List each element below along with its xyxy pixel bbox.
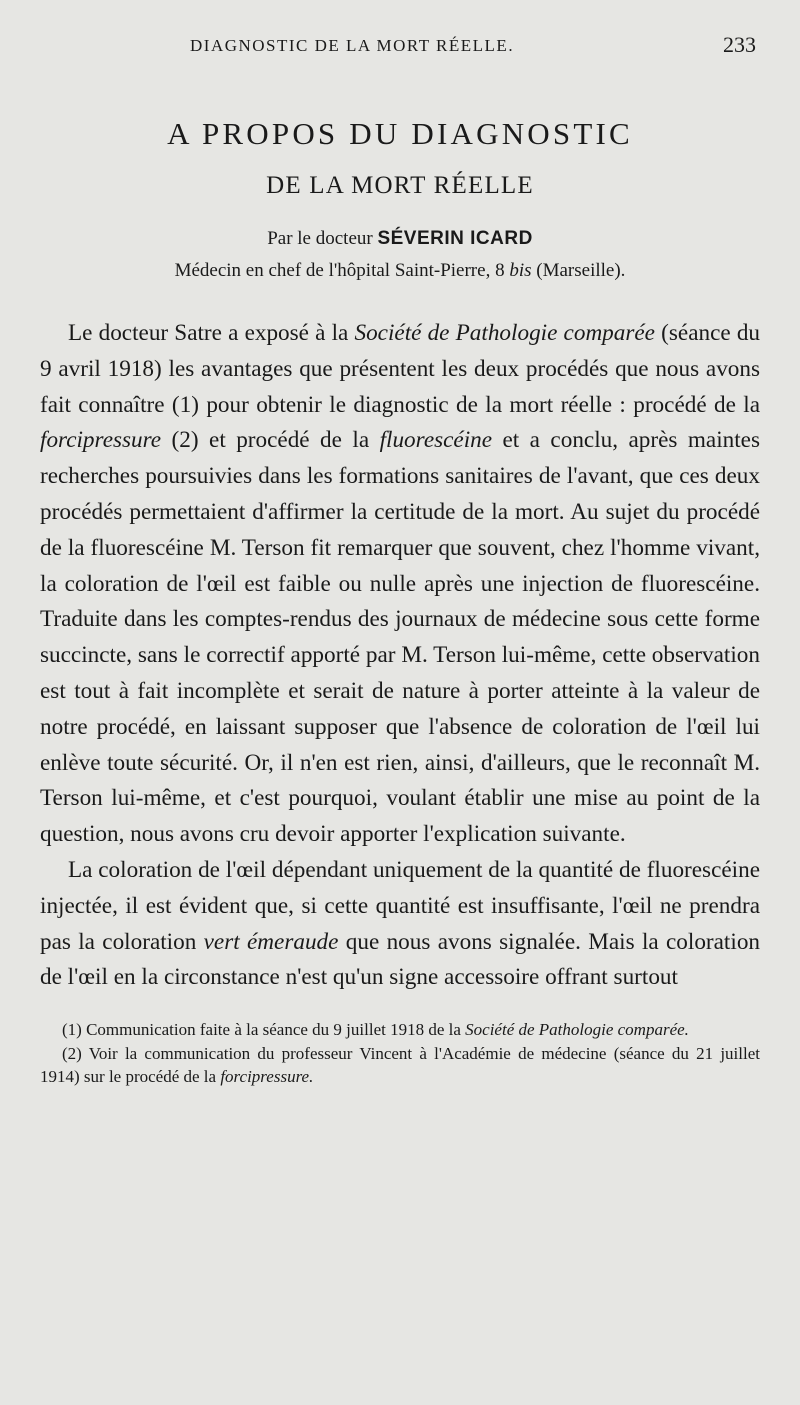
paragraph-1-text-c: (2) et procédé de la (171, 427, 370, 454)
paragraph-2-italic-vert-emeraude: vert émeraude (203, 928, 339, 955)
paragraph-2 (40, 853, 760, 996)
running-head (40, 30, 760, 60)
paragraph-1 (40, 316, 760, 853)
paragraph-1-text-a: Le docteur Satre a exposé à la (68, 320, 349, 346)
footnote-1 (40, 1018, 760, 1042)
paragraph-1-italic-society: Société de Pathologie comparée (354, 320, 655, 346)
byline (40, 228, 760, 250)
footnote-2-italic: forcipressure. (220, 1067, 314, 1087)
author-affiliation (40, 260, 760, 282)
footnote-1-text: (1) Communication faite à la séance du 9 juillet 1918 de la (62, 1020, 461, 1040)
article-title-line1: A PROPOS DU DIAGNOSTIC (167, 116, 633, 151)
page-number: 233 (723, 32, 756, 57)
article-title (40, 116, 760, 200)
author-name: SÉVERIN ICARD (377, 228, 533, 249)
article-title-line2: DE LA MORT RÉELLE (266, 172, 534, 199)
byline-prefix: Par le docteur (267, 228, 373, 249)
affiliation-city: (Marseille). (536, 260, 626, 281)
paragraph-1-italic-forcipressure: forcipressure (40, 427, 162, 454)
paragraph-2-text-b: que nous avons signalée. Mais la coloration de l'œil en la circonstance n'est qu'un signe accessoire offrant surtout (40, 928, 761, 991)
affiliation-text: Médecin en chef de l'hôpital Saint-Pierre, 8 (174, 260, 505, 281)
paragraph-1-text-b: (séance du 9 avril 1918) les avantages que présentent les deux procédés que nous avons fait connaître (1) pour obtenir le diagnostic de la mort réelle : procédé de la (40, 320, 761, 418)
footnote-2 (40, 1042, 760, 1089)
footnotes (40, 1018, 760, 1089)
paragraph-1-italic-fluoresceine: fluorescéine (379, 427, 493, 454)
footnote-2-text: (2) Voir la communication du professeur Vincent à l'Académie de médecine (séance du 21 juillet 1914) sur le procédé de la (40, 1043, 760, 1087)
article-body (40, 316, 760, 996)
affiliation-bis: bis (509, 260, 532, 281)
footnote-1-italic: Société de Pathologie comparée. (465, 1020, 689, 1040)
paragraph-2-text-a: La coloration de l'œil dépendant uniquement de la quantité de fluorescéine injectée, il est évident que, si cette quantité est insuffisante, l'œil ne prendra pas la coloration (40, 856, 760, 955)
running-head-title: DIAGNOSTIC DE LA MORT RÉELLE. (190, 36, 515, 55)
paragraph-1-text-d: et a conclu, après maintes recherches poursuivies dans les formations sanitaires de l'avant, que ces deux procédés permettaient d'affirmer la certitude de la mort. Au sujet du procédé de la fluorescéine M. Terson fit remarquer que souvent, chez l'homme vivant, la coloration de l'œil est faible ou nulle après une injection de fluorescéine. Traduite dans les comptes-rendus des journaux de médecine sous cette forme succincte, sans le correctif apporté par M. Terson lui-même, cette observation est tout à fait incomplète et serait de nature à porter atteinte à la valeur de notre procédé, en laissant supposer que l'absence de coloration de l'œil lui enlève toute sécurité. Or, il n'en est rien, ainsi, d'ailleurs, que le reconnaît M. Terson lui-même, et c'est pourquoi, voulant établir une mise au point de la question, nous avons cru devoir apporter l'explication suivante. (40, 427, 760, 848)
